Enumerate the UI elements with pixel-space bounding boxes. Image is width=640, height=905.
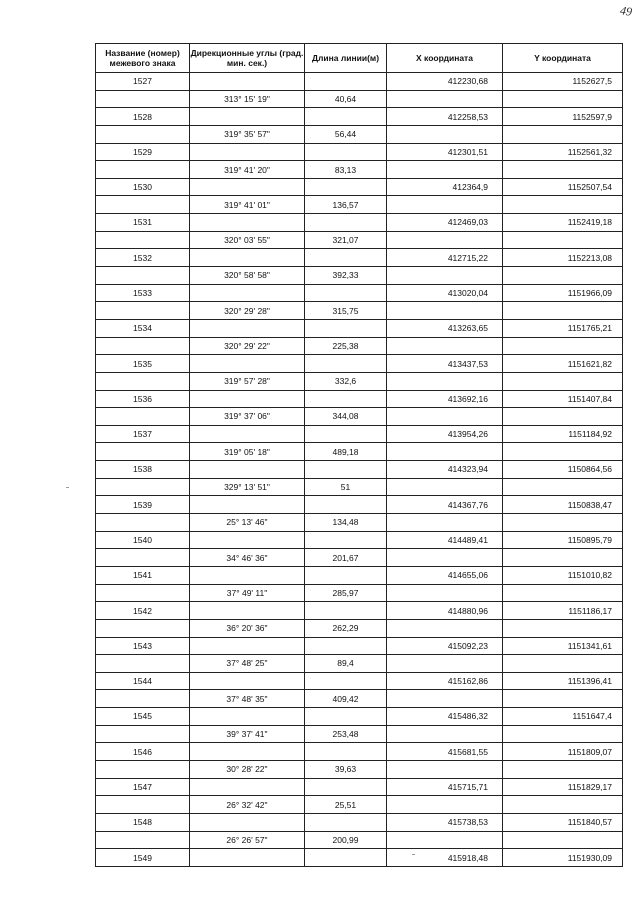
empty-cell (503, 725, 623, 743)
point-name-cell: 1549 (96, 849, 190, 867)
table-row-point (96, 390, 623, 408)
table-row-point (96, 708, 623, 726)
table-row-point (96, 284, 623, 302)
table-row-segment (96, 478, 623, 496)
empty-cell (387, 337, 503, 355)
empty-cell (305, 849, 387, 867)
point-name-cell: 1527 (96, 73, 190, 91)
empty-cell (190, 743, 305, 761)
point-name-cell: 1529 (96, 143, 190, 161)
empty-cell (190, 73, 305, 91)
table-row-segment (96, 372, 623, 390)
direction-angle-cell: 320° 29' 22" (190, 337, 305, 355)
table-row-point (96, 214, 623, 232)
y-coordinate-cell: 1151341,61 (503, 637, 623, 655)
point-name-cell: 1535 (96, 355, 190, 373)
direction-angle-cell: 25° 13' 46" (190, 514, 305, 532)
line-length-cell: 25,51 (305, 796, 387, 814)
empty-cell (305, 708, 387, 726)
direction-angle-cell: 319° 41' 01" (190, 196, 305, 214)
x-coordinate-cell: 414367,76 (387, 496, 503, 514)
scan-speck (66, 487, 69, 488)
table-row-point (96, 178, 623, 196)
x-coordinate-cell: 413692,16 (387, 390, 503, 408)
empty-cell (305, 319, 387, 337)
direction-angle-cell: 319° 37' 06" (190, 408, 305, 426)
empty-cell (190, 637, 305, 655)
table-row-point (96, 602, 623, 620)
y-coordinate-cell: 1152419,18 (503, 214, 623, 232)
empty-cell (387, 725, 503, 743)
table-row-segment (96, 196, 623, 214)
table-row-segment (96, 725, 623, 743)
empty-cell (190, 425, 305, 443)
x-coordinate-cell: 413437,53 (387, 355, 503, 373)
table-row-segment (96, 760, 623, 778)
empty-cell (387, 231, 503, 249)
x-coordinate-cell: 412230,68 (387, 73, 503, 91)
empty-cell (503, 831, 623, 849)
empty-cell (190, 602, 305, 620)
empty-cell (96, 514, 190, 532)
table-row-segment (96, 231, 623, 249)
header-x-coordinate: X координата (387, 44, 503, 73)
point-name-cell: 1540 (96, 531, 190, 549)
table-row-point (96, 531, 623, 549)
y-coordinate-cell: 1151647,4 (503, 708, 623, 726)
table-row-segment (96, 408, 623, 426)
empty-cell (387, 443, 503, 461)
line-length-cell: 200,99 (305, 831, 387, 849)
table-row-point (96, 73, 623, 91)
y-coordinate-cell: 1150895,79 (503, 531, 623, 549)
empty-cell (96, 549, 190, 567)
empty-cell (305, 743, 387, 761)
empty-cell (96, 267, 190, 285)
y-coordinate-cell: 1151407,84 (503, 390, 623, 408)
header-line-length: Длина линии(м) (305, 44, 387, 73)
empty-cell (96, 690, 190, 708)
table-row-segment (96, 549, 623, 567)
line-length-cell: 136,57 (305, 196, 387, 214)
direction-angle-cell: 320° 29' 28" (190, 302, 305, 320)
point-name-cell: 1542 (96, 602, 190, 620)
line-length-cell: 39,63 (305, 760, 387, 778)
table-row-point (96, 849, 623, 867)
direction-angle-cell: 37° 49' 11" (190, 584, 305, 602)
table-row-point (96, 319, 623, 337)
point-name-cell: 1539 (96, 496, 190, 514)
empty-cell (305, 178, 387, 196)
direction-angle-cell: 37° 48' 35" (190, 690, 305, 708)
empty-cell (96, 584, 190, 602)
y-coordinate-cell: 1151829,17 (503, 778, 623, 796)
table-row-point (96, 425, 623, 443)
empty-cell (503, 514, 623, 532)
empty-cell (96, 619, 190, 637)
y-coordinate-cell: 1151010,82 (503, 566, 623, 584)
line-length-cell: 40,64 (305, 90, 387, 108)
empty-cell (96, 408, 190, 426)
empty-cell (387, 760, 503, 778)
empty-cell (305, 566, 387, 584)
x-coordinate-cell: 415486,32 (387, 708, 503, 726)
empty-cell (96, 196, 190, 214)
direction-angle-cell: 39° 37' 41" (190, 725, 305, 743)
table-row-point (96, 355, 623, 373)
x-coordinate-cell: 414880,96 (387, 602, 503, 620)
empty-cell (387, 408, 503, 426)
empty-cell (503, 267, 623, 285)
x-coordinate-cell: 412364,9 (387, 178, 503, 196)
y-coordinate-cell: 1151765,21 (503, 319, 623, 337)
x-coordinate-cell: 413954,26 (387, 425, 503, 443)
y-coordinate-cell: 1151840,57 (503, 813, 623, 831)
direction-angle-cell: 26° 26' 57" (190, 831, 305, 849)
empty-cell (190, 708, 305, 726)
x-coordinate-cell: 415092,23 (387, 637, 503, 655)
empty-cell (305, 249, 387, 267)
header-y-coordinate: Y координата (503, 44, 623, 73)
empty-cell (387, 796, 503, 814)
empty-cell (96, 302, 190, 320)
empty-cell (190, 849, 305, 867)
empty-cell (305, 602, 387, 620)
empty-cell (190, 566, 305, 584)
empty-cell (503, 196, 623, 214)
line-length-cell: 83,13 (305, 161, 387, 179)
empty-cell (503, 408, 623, 426)
x-coordinate-cell: 415715,71 (387, 778, 503, 796)
empty-cell (387, 584, 503, 602)
y-coordinate-cell: 1150838,47 (503, 496, 623, 514)
point-name-cell: 1546 (96, 743, 190, 761)
empty-cell (96, 337, 190, 355)
empty-cell (305, 778, 387, 796)
y-coordinate-cell: 1151966,09 (503, 284, 623, 302)
boundary-coordinates-table (95, 43, 623, 867)
table-row-segment (96, 443, 623, 461)
point-name-cell: 1544 (96, 672, 190, 690)
empty-cell (96, 125, 190, 143)
empty-cell (503, 161, 623, 179)
empty-cell (387, 125, 503, 143)
direction-angle-cell: 320° 58' 58" (190, 267, 305, 285)
line-length-cell: 51 (305, 478, 387, 496)
direction-angle-cell: 26° 32' 42" (190, 796, 305, 814)
empty-cell (387, 619, 503, 637)
table-row-segment (96, 161, 623, 179)
empty-cell (190, 672, 305, 690)
x-coordinate-cell: 413020,04 (387, 284, 503, 302)
empty-cell (503, 619, 623, 637)
y-coordinate-cell: 1151809,07 (503, 743, 623, 761)
x-coordinate-cell: 415681,55 (387, 743, 503, 761)
empty-cell (503, 372, 623, 390)
direction-angle-cell: 37° 48' 25" (190, 655, 305, 673)
table-row-segment (96, 796, 623, 814)
empty-cell (96, 725, 190, 743)
empty-cell (503, 302, 623, 320)
y-coordinate-cell: 1150864,56 (503, 461, 623, 479)
table-row-point (96, 813, 623, 831)
empty-cell (387, 161, 503, 179)
line-length-cell: 253,48 (305, 725, 387, 743)
empty-cell (96, 655, 190, 673)
table-row-point (96, 637, 623, 655)
header-direction-angle: Дирекционные углы (град. мин. сек.) (190, 44, 305, 73)
direction-angle-cell: 329° 13' 51" (190, 478, 305, 496)
y-coordinate-cell: 1151396,41 (503, 672, 623, 690)
point-name-cell: 1534 (96, 319, 190, 337)
empty-cell (503, 478, 623, 496)
point-name-cell: 1531 (96, 214, 190, 232)
empty-cell (387, 196, 503, 214)
empty-cell (96, 478, 190, 496)
table-row-segment (96, 337, 623, 355)
empty-cell (503, 796, 623, 814)
empty-cell (387, 549, 503, 567)
direction-angle-cell: 319° 35' 57" (190, 125, 305, 143)
empty-cell (190, 355, 305, 373)
empty-cell (96, 90, 190, 108)
empty-cell (190, 108, 305, 126)
empty-cell (503, 690, 623, 708)
direction-angle-cell: 313° 15' 19" (190, 90, 305, 108)
empty-cell (305, 73, 387, 91)
table-row-point (96, 108, 623, 126)
x-coordinate-cell: 412715,22 (387, 249, 503, 267)
line-length-cell: 315,75 (305, 302, 387, 320)
point-name-cell: 1547 (96, 778, 190, 796)
header-point-name: Название (номер) межевого знака (96, 44, 190, 73)
empty-cell (503, 760, 623, 778)
empty-cell (503, 655, 623, 673)
x-coordinate-cell: 415162,86 (387, 672, 503, 690)
empty-cell (503, 584, 623, 602)
empty-cell (305, 143, 387, 161)
point-name-cell: 1532 (96, 249, 190, 267)
empty-cell (190, 778, 305, 796)
table-row-segment (96, 514, 623, 532)
y-coordinate-cell: 1151621,82 (503, 355, 623, 373)
point-name-cell: 1541 (96, 566, 190, 584)
line-length-cell: 392,33 (305, 267, 387, 285)
empty-cell (305, 461, 387, 479)
direction-angle-cell: 30° 28' 22" (190, 760, 305, 778)
empty-cell (387, 90, 503, 108)
empty-cell (305, 284, 387, 302)
empty-cell (305, 672, 387, 690)
empty-cell (305, 355, 387, 373)
table-row-segment (96, 125, 623, 143)
empty-cell (96, 161, 190, 179)
x-coordinate-cell: 412258,53 (387, 108, 503, 126)
empty-cell (190, 531, 305, 549)
table-header-row (96, 44, 623, 73)
empty-cell (96, 443, 190, 461)
table-row-segment (96, 655, 623, 673)
table-row-segment (96, 831, 623, 849)
empty-cell (190, 249, 305, 267)
line-length-cell: 262,29 (305, 619, 387, 637)
empty-cell (503, 90, 623, 108)
empty-cell (387, 478, 503, 496)
point-name-cell: 1537 (96, 425, 190, 443)
empty-cell (190, 496, 305, 514)
y-coordinate-cell: 1152213,08 (503, 249, 623, 267)
point-name-cell: 1530 (96, 178, 190, 196)
empty-cell (96, 372, 190, 390)
table-row-point (96, 672, 623, 690)
point-name-cell: 1536 (96, 390, 190, 408)
table-row-segment (96, 584, 623, 602)
table-row-point (96, 461, 623, 479)
line-length-cell: 344,08 (305, 408, 387, 426)
table-row-segment (96, 302, 623, 320)
point-name-cell: 1545 (96, 708, 190, 726)
direction-angle-cell: 319° 57' 28" (190, 372, 305, 390)
empty-cell (387, 514, 503, 532)
page-number-mark: 49 (619, 3, 633, 19)
empty-cell (305, 425, 387, 443)
empty-cell (387, 302, 503, 320)
table-body (96, 73, 623, 867)
empty-cell (503, 125, 623, 143)
direction-angle-cell: 36° 20' 36" (190, 619, 305, 637)
empty-cell (190, 390, 305, 408)
empty-cell (387, 831, 503, 849)
table-row-segment (96, 690, 623, 708)
empty-cell (305, 214, 387, 232)
line-length-cell: 201,67 (305, 549, 387, 567)
empty-cell (96, 831, 190, 849)
empty-cell (503, 443, 623, 461)
line-length-cell: 332,6 (305, 372, 387, 390)
table-row-point (96, 778, 623, 796)
point-name-cell: 1548 (96, 813, 190, 831)
table-row-point (96, 566, 623, 584)
line-length-cell: 489,18 (305, 443, 387, 461)
y-coordinate-cell: 1151184,92 (503, 425, 623, 443)
empty-cell (503, 549, 623, 567)
x-coordinate-cell: 415918,48 (387, 849, 503, 867)
empty-cell (387, 372, 503, 390)
x-coordinate-cell: 414323,94 (387, 461, 503, 479)
table-row-point (96, 496, 623, 514)
empty-cell (96, 760, 190, 778)
direction-angle-cell: 319° 41' 20" (190, 161, 305, 179)
x-coordinate-cell: 414489,41 (387, 531, 503, 549)
y-coordinate-cell: 1152507,54 (503, 178, 623, 196)
table-row-point (96, 743, 623, 761)
line-length-cell: 409,42 (305, 690, 387, 708)
empty-cell (96, 231, 190, 249)
x-coordinate-cell: 415738,53 (387, 813, 503, 831)
point-name-cell: 1528 (96, 108, 190, 126)
x-coordinate-cell: 414655,06 (387, 566, 503, 584)
y-coordinate-cell: 1152561,32 (503, 143, 623, 161)
x-coordinate-cell: 412469,03 (387, 214, 503, 232)
y-coordinate-cell: 1152597,9 (503, 108, 623, 126)
empty-cell (305, 108, 387, 126)
line-length-cell: 56,44 (305, 125, 387, 143)
empty-cell (190, 143, 305, 161)
point-name-cell: 1533 (96, 284, 190, 302)
empty-cell (387, 267, 503, 285)
point-name-cell: 1538 (96, 461, 190, 479)
empty-cell (305, 813, 387, 831)
empty-cell (305, 496, 387, 514)
point-name-cell: 1543 (96, 637, 190, 655)
empty-cell (190, 284, 305, 302)
table-row-point (96, 249, 623, 267)
table-row-segment (96, 267, 623, 285)
direction-angle-cell: 320° 03' 55" (190, 231, 305, 249)
empty-cell (503, 231, 623, 249)
empty-cell (190, 178, 305, 196)
empty-cell (96, 796, 190, 814)
empty-cell (503, 337, 623, 355)
y-coordinate-cell: 1151186,17 (503, 602, 623, 620)
table-row-segment (96, 619, 623, 637)
x-coordinate-cell: 413263,65 (387, 319, 503, 337)
direction-angle-cell: 319° 05' 18" (190, 443, 305, 461)
table-row-segment (96, 90, 623, 108)
line-length-cell: 321,07 (305, 231, 387, 249)
x-coordinate-cell: 412301,51 (387, 143, 503, 161)
line-length-cell: 285,97 (305, 584, 387, 602)
line-length-cell: 134,48 (305, 514, 387, 532)
direction-angle-cell: 34° 46' 36" (190, 549, 305, 567)
empty-cell (387, 655, 503, 673)
empty-cell (190, 461, 305, 479)
empty-cell (305, 637, 387, 655)
empty-cell (305, 531, 387, 549)
empty-cell (305, 390, 387, 408)
empty-cell (190, 214, 305, 232)
line-length-cell: 89,4 (305, 655, 387, 673)
y-coordinate-cell: 1151930,09 (503, 849, 623, 867)
empty-cell (190, 319, 305, 337)
line-length-cell: 225,38 (305, 337, 387, 355)
table-row-point (96, 143, 623, 161)
empty-cell (387, 690, 503, 708)
y-coordinate-cell: 1152627,5 (503, 73, 623, 91)
empty-cell (190, 813, 305, 831)
